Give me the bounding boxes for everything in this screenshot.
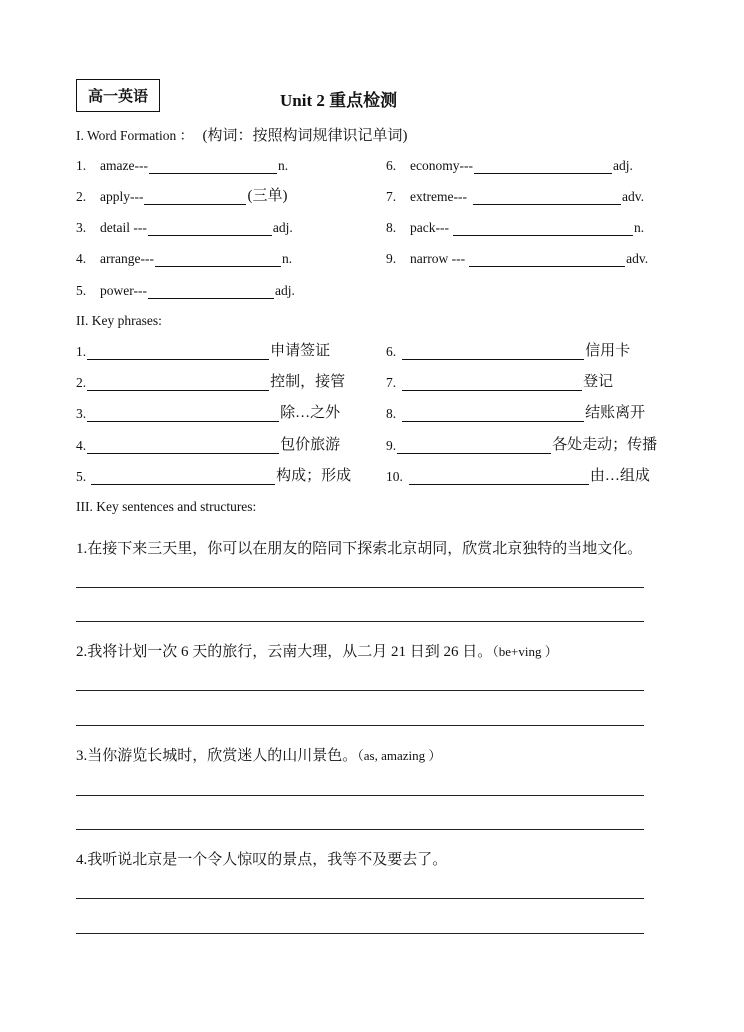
item-number: 8. — [386, 406, 397, 421]
phrase-item — [386, 467, 650, 485]
item-suffix: n. — [277, 158, 289, 173]
phrase-item — [386, 342, 630, 360]
sentence-text: 3.当你游览长城时，欣赏迷人的山川景色。 — [76, 748, 358, 764]
sentence-prompt — [76, 848, 447, 869]
section-key-phrases-heading: II. Key phrases: — [76, 313, 162, 328]
item-number: 10. — [386, 469, 403, 484]
item-number: 7. — [386, 189, 397, 204]
phrase-item — [386, 373, 613, 391]
sentence-hint: （be+ving ） — [492, 644, 558, 659]
item-number: 9. — [386, 251, 397, 266]
section-note: (构词：按照构词规律识记单词) — [202, 128, 408, 144]
answer-blank[interactable] — [87, 345, 269, 360]
item-number: 9. — [386, 438, 397, 453]
word-item — [76, 249, 292, 267]
phrase-item — [76, 404, 340, 422]
answer-blank[interactable] — [453, 221, 633, 236]
answer-blank[interactable] — [144, 190, 246, 205]
item-number: 2. — [76, 189, 87, 204]
answer-blank[interactable] — [397, 439, 551, 454]
answer-blank[interactable] — [148, 284, 274, 299]
word-item — [386, 156, 633, 174]
phrase-item — [386, 436, 657, 454]
item-meaning: 包价旅游 — [280, 437, 341, 453]
sentence-prompt — [76, 640, 558, 661]
item-suffix: (三单) — [247, 188, 288, 204]
answer-blank[interactable] — [87, 439, 279, 454]
item-number: 5. — [76, 283, 87, 298]
phrase-item — [76, 436, 340, 454]
item-number: 7. — [386, 375, 397, 390]
item-word: amaze--- — [100, 158, 148, 173]
item-number: 1. — [76, 344, 87, 359]
answer-line[interactable] — [76, 829, 644, 830]
word-item — [386, 187, 644, 205]
item-meaning: 构成；形成 — [276, 468, 352, 484]
item-suffix: adj. — [274, 283, 295, 298]
item-number: 8. — [386, 220, 397, 235]
word-item — [76, 156, 288, 174]
item-number: 3. — [76, 220, 87, 235]
item-number: 6. — [386, 158, 397, 173]
answer-blank[interactable] — [402, 345, 584, 360]
item-suffix: n. — [633, 220, 645, 235]
item-number: 1. — [76, 158, 87, 173]
answer-line[interactable] — [76, 621, 644, 622]
answer-line[interactable] — [76, 725, 644, 726]
answer-blank[interactable] — [155, 252, 281, 267]
sentence-text: 2.我将计划一次 6 天的旅行，云南大理，从二月 21 日到 26 日。 — [76, 644, 493, 660]
item-word: extreme--- — [410, 189, 467, 204]
phrase-item — [76, 342, 330, 360]
item-word: detail --- — [100, 220, 147, 235]
answer-line[interactable] — [76, 933, 644, 934]
item-number: 4. — [76, 251, 87, 266]
item-word: apply--- — [100, 189, 144, 204]
item-word: pack--- — [410, 220, 449, 235]
sentence-text: 4.我听说北京是一个令人惊叹的景点，我等不及要去了。 — [76, 852, 448, 868]
item-word: power--- — [100, 283, 147, 298]
item-suffix: adj. — [272, 220, 293, 235]
phrase-item — [76, 467, 351, 485]
word-item — [76, 281, 295, 299]
answer-blank[interactable] — [402, 407, 584, 422]
item-suffix: adv. — [621, 189, 644, 204]
item-meaning: 申请签证 — [270, 343, 331, 359]
section-key-sentences-heading: III. Key sentences and structures: — [76, 499, 257, 514]
course-badge — [76, 79, 160, 112]
word-item — [76, 187, 287, 205]
item-meaning: 除…之外 — [280, 405, 341, 421]
answer-line[interactable] — [76, 898, 644, 899]
answer-line[interactable] — [76, 690, 644, 691]
item-number: 3. — [76, 406, 87, 421]
item-number: 4. — [76, 438, 87, 453]
item-meaning: 信用卡 — [585, 343, 631, 359]
item-word: economy--- — [410, 158, 473, 173]
item-meaning: 各处走动；传播 — [552, 437, 658, 453]
answer-blank[interactable] — [87, 407, 279, 422]
word-item — [386, 218, 644, 236]
answer-blank[interactable] — [91, 470, 275, 485]
sentence-prompt — [76, 537, 642, 558]
word-item — [76, 218, 293, 236]
page-title: Unit 2 重点检测 — [280, 91, 398, 110]
item-number: 6. — [386, 344, 397, 359]
answer-blank[interactable] — [87, 376, 269, 391]
item-number: 5. — [76, 469, 87, 484]
section-word-formation-heading — [76, 124, 408, 145]
sentence-prompt — [76, 744, 441, 765]
sentence-hint: （as, amazing ） — [357, 748, 442, 763]
item-word: arrange--- — [100, 251, 154, 266]
item-suffix: adj. — [612, 158, 633, 173]
item-word: narrow --- — [410, 251, 466, 266]
item-suffix: n. — [281, 251, 293, 266]
item-number: 2. — [76, 375, 87, 390]
answer-blank[interactable] — [473, 190, 621, 205]
answer-blank[interactable] — [402, 376, 582, 391]
section-label: I. Word Formation ： — [76, 128, 194, 143]
phrase-item — [386, 404, 645, 422]
sentence-text: 1.在接下来三天里，你可以在朋友的陪同下探索北京胡同，欣赏北京独特的当地文化。 — [76, 541, 643, 557]
item-meaning: 登记 — [583, 374, 614, 390]
item-meaning: 由…组成 — [589, 468, 650, 484]
answer-blank[interactable] — [149, 159, 277, 174]
answer-blank[interactable] — [409, 470, 589, 485]
item-meaning: 结账离开 — [585, 405, 646, 421]
course-badge-text: 高一英语 — [87, 89, 148, 105]
word-item — [386, 249, 648, 267]
item-meaning: 控制，接管 — [270, 374, 346, 390]
phrase-item — [76, 373, 345, 391]
answer-blank[interactable] — [148, 221, 272, 236]
answer-blank[interactable] — [469, 252, 625, 267]
item-suffix: adv. — [626, 251, 649, 266]
answer-line[interactable] — [76, 795, 644, 796]
answer-blank[interactable] — [474, 159, 612, 174]
answer-line[interactable] — [76, 587, 644, 588]
